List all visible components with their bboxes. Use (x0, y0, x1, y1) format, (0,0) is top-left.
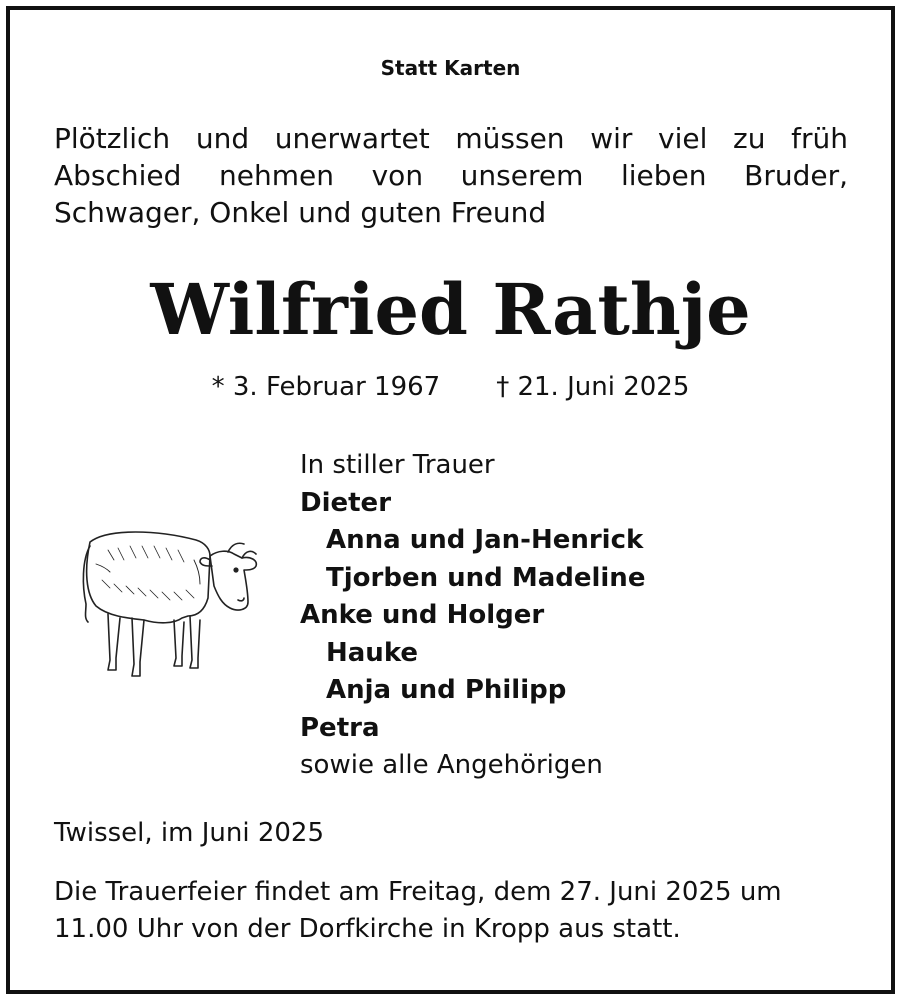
mourners-block (300, 447, 860, 785)
birth-date: * 3. Februar 1967 (211, 372, 441, 402)
mourner-entry: Anja und Philipp (326, 675, 567, 705)
funeral-notice: Die Trauerfeier findet am Freitag, dem 27. Juni 2025 um 11.00 Uhr von der Dorfkirche in Kropp aus statt. (54, 877, 782, 944)
mourner-entry: Dieter (300, 487, 392, 518)
mourner-entry: Hauke (326, 637, 419, 668)
life-dates (0, 372, 901, 402)
deceased-name: Wilfried Rathje (150, 268, 751, 351)
header-label: Statt Karten (380, 56, 521, 80)
mourners-closing: sowie alle Angehörigen (300, 750, 603, 780)
mourner-entry: Anna und Jan-Henrick (326, 525, 644, 555)
intro-text: Plötzlich und unerwartet müssen wir viel zu früh Abschied nehmen von unserem lieben Bruder, Schwager, Onkel und guten Freund (54, 122, 848, 229)
mourners-opening: In stiller Trauer (300, 450, 495, 480)
mourner-entry: Tjorben und Madeline (326, 562, 646, 593)
death-date: † 21. Juni 2025 (496, 372, 690, 402)
mourner-entry: Petra (300, 712, 380, 743)
cow-icon (78, 520, 264, 686)
mourner-entry: Anke und Holger (300, 600, 545, 630)
place-date: Twissel, im Juni 2025 (54, 818, 325, 848)
